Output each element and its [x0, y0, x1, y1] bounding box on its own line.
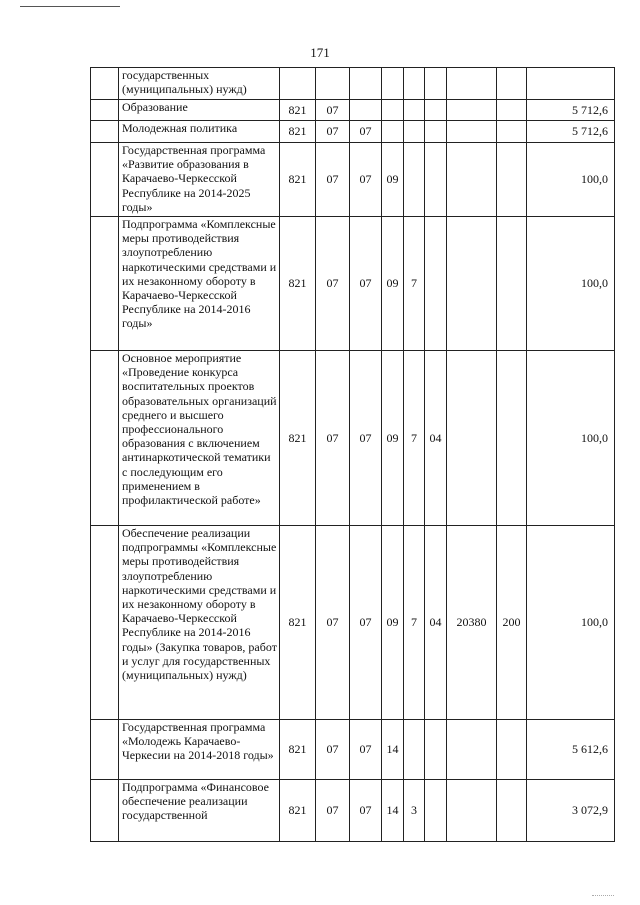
direction-cell — [447, 143, 497, 217]
row-index-cell — [91, 100, 119, 121]
section-cell: 07 — [316, 780, 350, 842]
grbs-cell: 821 — [280, 780, 316, 842]
direction-cell — [447, 68, 497, 100]
expense-type-cell — [497, 720, 527, 780]
subsection-cell: 07 — [350, 143, 382, 217]
amount-cell: 5 612,6 — [527, 720, 615, 780]
row-name-cell: Государственная программа «Развитие образования в Карачаево-Черкесской Республике на 2014-2025 годы» — [119, 143, 280, 217]
main-event-cell — [425, 780, 447, 842]
program-cell: 09 — [382, 143, 404, 217]
table-row — [91, 526, 615, 720]
subsection-cell: 07 — [350, 217, 382, 351]
main-event-cell — [425, 121, 447, 143]
amount-cell: 100,0 — [527, 217, 615, 351]
grbs-cell: 821 — [280, 100, 316, 121]
row-index-cell — [91, 217, 119, 351]
section-cell: 07 — [316, 526, 350, 720]
row-index-cell — [91, 143, 119, 217]
row-name-cell: Основное мероприятие «Проведение конкурса воспитательных проектов образовательных организаций среднего и высшего профессионального образования с включением антинаркотической тематики с последующим его применением в профилактической работе» — [119, 351, 280, 526]
subprogram-cell — [404, 100, 425, 121]
grbs-cell: 821 — [280, 720, 316, 780]
grbs-cell: 821 — [280, 143, 316, 217]
program-cell — [382, 68, 404, 100]
table-row — [91, 100, 615, 121]
top-border-line — [20, 6, 120, 7]
row-name-cell: Государственная программа «Молодежь Карачаево-Черкесии на 2014-2018 годы» — [119, 720, 280, 780]
row-name-cell: Молодежная политика — [119, 121, 280, 143]
subsection-cell — [350, 68, 382, 100]
expense-type-cell — [497, 780, 527, 842]
main-event-cell — [425, 68, 447, 100]
expense-type-cell — [497, 68, 527, 100]
amount-cell — [527, 68, 615, 100]
scan-artifact-dots — [592, 895, 614, 896]
subsection-cell: 07 — [350, 720, 382, 780]
section-cell: 07 — [316, 351, 350, 526]
amount-cell: 5 712,6 — [527, 121, 615, 143]
row-index-cell — [91, 121, 119, 143]
direction-cell: 20380 — [447, 526, 497, 720]
section-cell: 07 — [316, 720, 350, 780]
subprogram-cell: 7 — [404, 351, 425, 526]
subprogram-cell — [404, 121, 425, 143]
section-cell: 07 — [316, 121, 350, 143]
subprogram-cell: 3 — [404, 780, 425, 842]
amount-cell: 3 072,9 — [527, 780, 615, 842]
table-row — [91, 217, 615, 351]
subsection-cell: 07 — [350, 121, 382, 143]
main-event-cell: 04 — [425, 351, 447, 526]
direction-cell — [447, 121, 497, 143]
expense-type-cell: 200 — [497, 526, 527, 720]
subprogram-cell: 7 — [404, 217, 425, 351]
row-index-cell — [91, 68, 119, 100]
expense-type-cell — [497, 121, 527, 143]
subprogram-cell — [404, 720, 425, 780]
table-row — [91, 121, 615, 143]
row-name-cell: государственных (муниципальных) нужд) — [119, 68, 280, 100]
amount-cell: 100,0 — [527, 526, 615, 720]
table-row — [91, 68, 615, 100]
row-index-cell — [91, 780, 119, 842]
subsection-cell — [350, 100, 382, 121]
subsection-cell: 07 — [350, 526, 382, 720]
grbs-cell: 821 — [280, 121, 316, 143]
subprogram-cell: 7 — [404, 526, 425, 720]
direction-cell — [447, 351, 497, 526]
expense-type-cell — [497, 217, 527, 351]
section-cell: 07 — [316, 143, 350, 217]
section-cell: 07 — [316, 217, 350, 351]
row-name-cell: Обеспечение реализации подпрограммы «Комплексные меры противодействия злоупотреблению наркотическими средствами и их незаконному обороту в Карачаево-Черкесской Республике на 2014-2016 годы» (Закупка товаров, работ и услуг для государственных (муниципальных) нужд) — [119, 526, 280, 720]
direction-cell — [447, 217, 497, 351]
row-index-cell — [91, 720, 119, 780]
subsection-cell: 07 — [350, 780, 382, 842]
program-cell: 09 — [382, 351, 404, 526]
main-event-cell — [425, 720, 447, 780]
grbs-cell — [280, 68, 316, 100]
main-event-cell — [425, 143, 447, 217]
grbs-cell: 821 — [280, 351, 316, 526]
subsection-cell: 07 — [350, 351, 382, 526]
program-cell — [382, 121, 404, 143]
amount-cell: 100,0 — [527, 143, 615, 217]
section-cell — [316, 68, 350, 100]
program-cell: 09 — [382, 217, 404, 351]
program-cell: 09 — [382, 526, 404, 720]
direction-cell — [447, 720, 497, 780]
subprogram-cell — [404, 68, 425, 100]
row-name-cell: Образование — [119, 100, 280, 121]
table-row — [91, 351, 615, 526]
main-event-cell — [425, 217, 447, 351]
expense-type-cell — [497, 100, 527, 121]
row-name-cell: Подпрограмма «Финансовое обеспечение реализации государственной — [119, 780, 280, 842]
section-cell: 07 — [316, 100, 350, 121]
main-event-cell — [425, 100, 447, 121]
grbs-cell: 821 — [280, 526, 316, 720]
budget-table — [90, 67, 615, 842]
amount-cell: 5 712,6 — [527, 100, 615, 121]
row-index-cell — [91, 526, 119, 720]
table-row — [91, 143, 615, 217]
direction-cell — [447, 100, 497, 121]
program-cell: 14 — [382, 720, 404, 780]
table-row — [91, 780, 615, 842]
program-cell — [382, 100, 404, 121]
amount-cell: 100,0 — [527, 351, 615, 526]
expense-type-cell — [497, 351, 527, 526]
main-event-cell: 04 — [425, 526, 447, 720]
row-name-cell: Подпрограмма «Комплексные меры противодействия злоупотреблению наркотическими средствами и их незаконному обороту в Карачаево-Черкесской Республике на 2014-2016 годы» — [119, 217, 280, 351]
expense-type-cell — [497, 143, 527, 217]
subprogram-cell — [404, 143, 425, 217]
page-number: 171 — [310, 45, 330, 60]
row-index-cell — [91, 351, 119, 526]
table-row — [91, 720, 615, 780]
grbs-cell: 821 — [280, 217, 316, 351]
direction-cell — [447, 780, 497, 842]
program-cell: 14 — [382, 780, 404, 842]
